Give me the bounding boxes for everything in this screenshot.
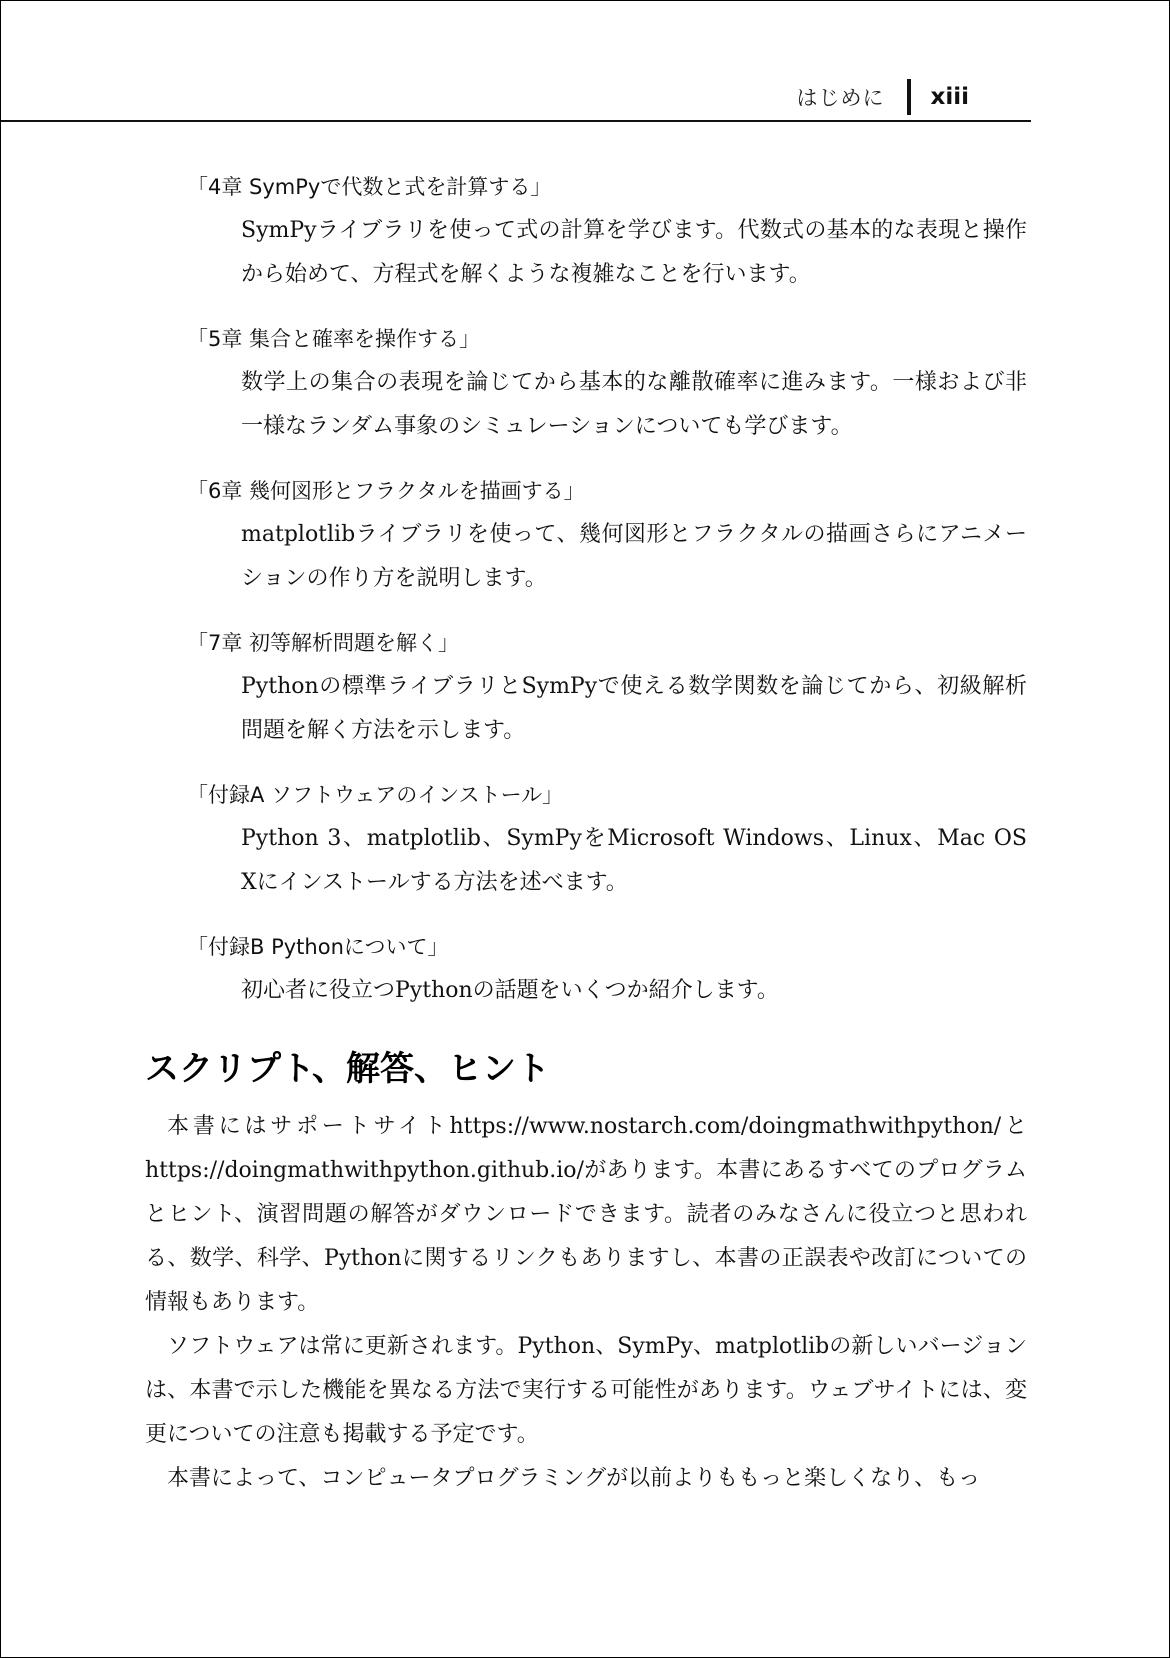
body-paragraph: 本書によって、コンピュータプログラミングが以前よりももっと楽しくなり、もっ — [167, 1466, 981, 1491]
running-head-title: はじめに — [796, 86, 885, 110]
chapter-title: 「5章 集合と確率を操作する」 — [187, 327, 481, 351]
body-paragraph: 本書にはサポートサイトhttps://www.nostarch.com/doingmathwithpython/とhttps://doingmathwithpython.github.io/があります。本書にあるすべてのプログラムとヒント、演習問題の解答がダウンロードできます。読者のみなさんに役立つと思われる、数学、科学、Pythonに関するリンクもありますし、本書の正誤表や改訂についての情報もあります。 — [145, 1114, 1027, 1315]
page-content — [145, 171, 1027, 1501]
chapter-entry — [145, 475, 1027, 601]
chapter-title: 「付録B Pythonについて」 — [187, 935, 449, 959]
chapter-title: 「付録A ソフトウェアのインストール」 — [187, 783, 564, 807]
header-rule — [1, 120, 1031, 122]
chapter-description: Pythonの標準ライブラリとSymPyで使える数学関数を論じてから、初級解析問題を解く方法を示します。 — [241, 674, 1027, 743]
chapter-entry — [145, 627, 1027, 753]
running-head — [797, 77, 970, 117]
chapter-entry — [145, 931, 1027, 1013]
body-paragraph: ソフトウェアは常に更新されます。Python、SymPy、matplotlibの新しいバージョンは、本書で示した機能を異なる方法で実行する可能性があります。ウェブサイトには、変更についての注意も掲載する予定です。 — [145, 1334, 1027, 1447]
chapter-description: 数学上の集合の表現を論じてから基本的な離散確率に進みます。一様および非一様なランダム事象のシミュレーションについても学びます。 — [241, 370, 1027, 439]
chapter-title: 「4章 SymPyで代数と式を計算する」 — [187, 175, 552, 199]
chapter-title: 「6章 幾何図形とフラクタルを描画する」 — [187, 479, 585, 503]
chapter-description: matplotlibライブラリを使って、幾何図形とフラクタルの描画さらにアニメーションの作り方を説明します。 — [241, 522, 1027, 591]
chapter-description: Python 3、matplotlib、SymPyをMicrosoft Windows、Linux、Mac OS Xにインストールする方法を述べます。 — [241, 826, 1027, 895]
section-heading: スクリプト、解答、ヒント — [145, 1049, 550, 1089]
chapter-description: SymPyライブラリを使って式の計算を学びます。代数式の基本的な表現と操作から始めて、方程式を解くような複雑なことを行います。 — [241, 218, 1027, 287]
chapter-entry — [145, 779, 1027, 905]
running-head-separator — [907, 79, 911, 115]
chapter-title: 「7章 初等解析問題を解く」 — [187, 631, 460, 655]
chapter-description: 初心者に役立つPythonの話題をいくつか紹介します。 — [241, 978, 779, 1003]
chapter-entry — [145, 323, 1027, 449]
chapter-entry — [145, 171, 1027, 297]
page-number: xiii — [930, 84, 969, 110]
